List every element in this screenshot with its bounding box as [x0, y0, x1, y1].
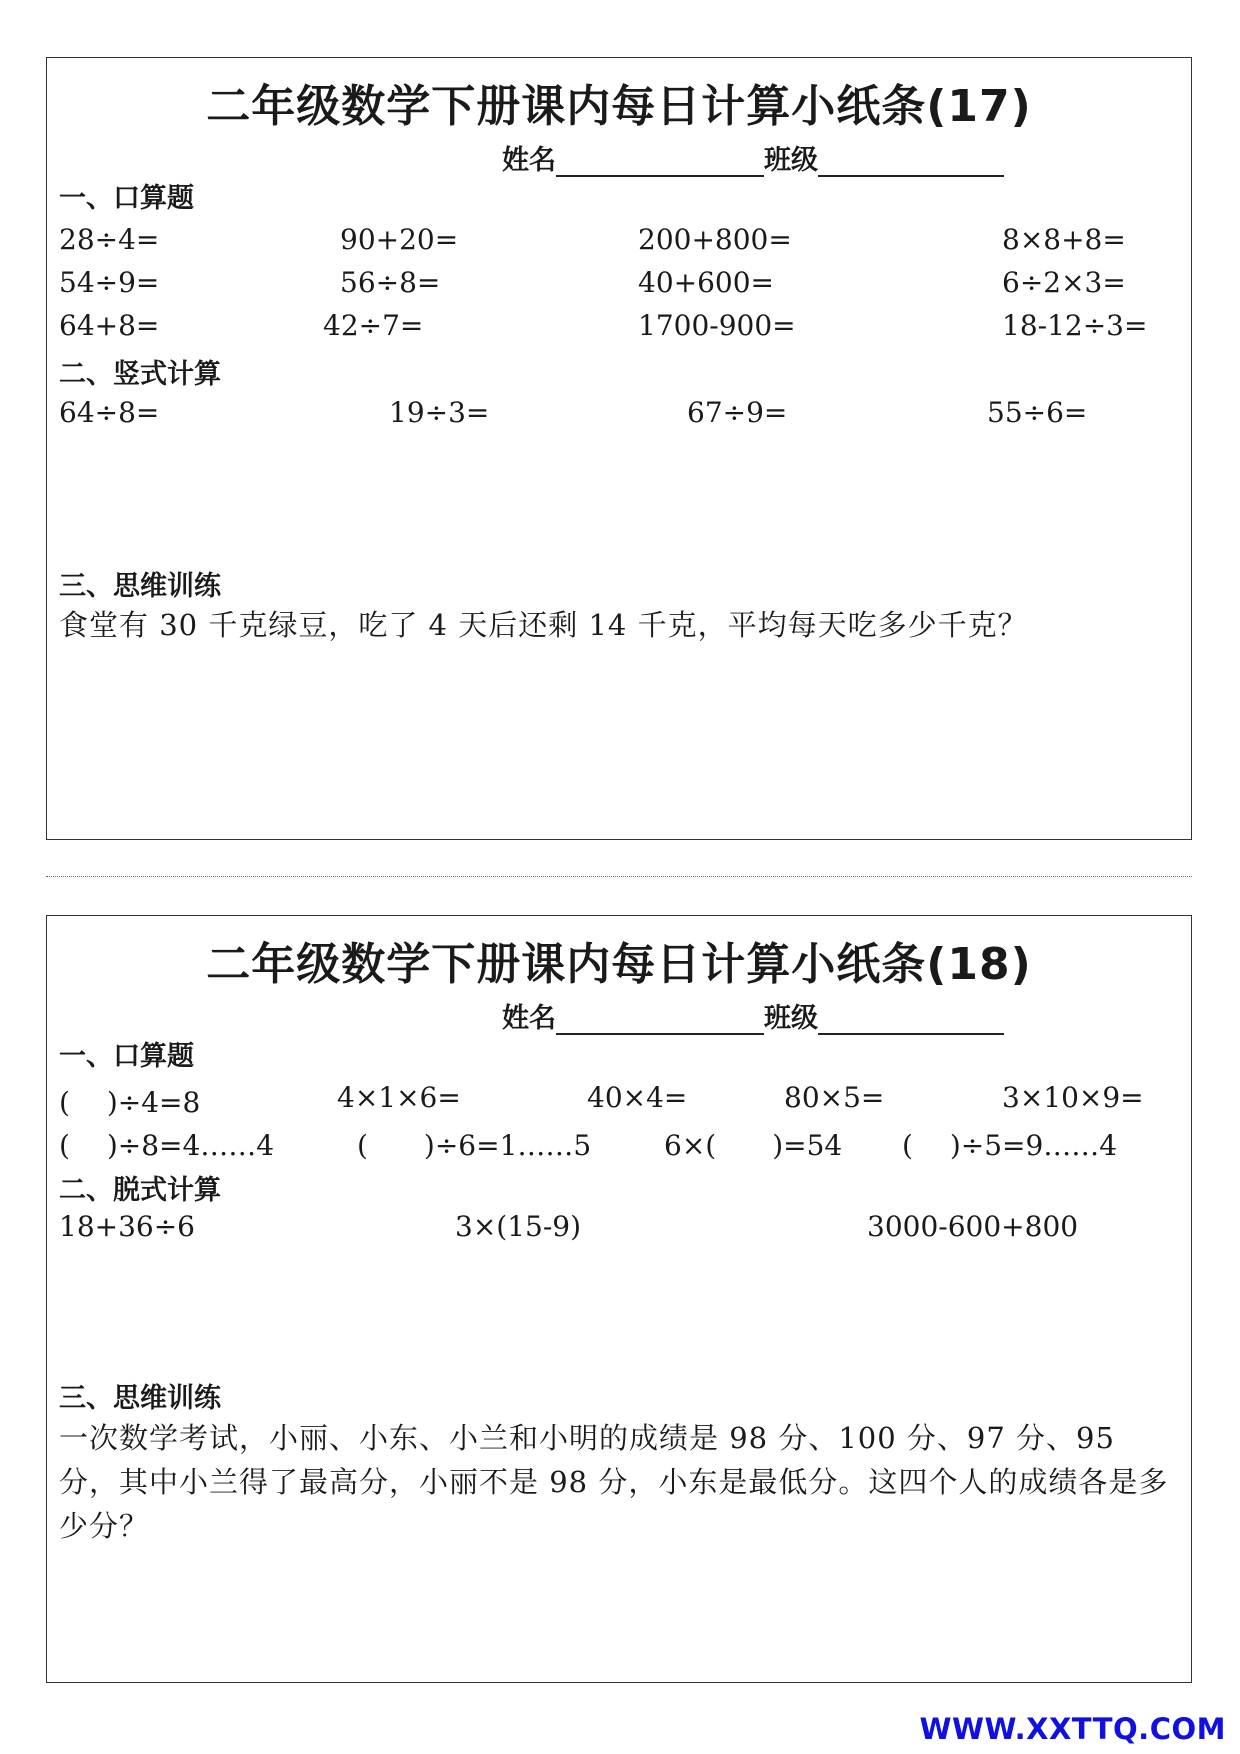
- oral-problem: 90+20=: [340, 223, 459, 256]
- word-problem: 一次数学考试，小丽、小东、小兰和小明的成绩是 98 分、100 分、97 分、95 分，其中小兰得了最高分，小丽不是 98 分，小东是最低分。这四个人的成绩各是多少分？: [59, 1421, 1169, 1543]
- oral-problem: 4×1×6=: [337, 1081, 461, 1114]
- vertical-problem: 19÷3=: [389, 396, 490, 429]
- oral-problem: 80×5=: [784, 1081, 885, 1114]
- site-watermark: WWW.XXTTQ.COM: [919, 1712, 1226, 1746]
- word-problem: 食堂有 30 千克绿豆，吃了 4 天后还剩 14 千克，平均每天吃多少千克？: [59, 608, 1028, 642]
- vertical-problem: 67÷9=: [687, 396, 788, 429]
- name-class-row: [502, 138, 1004, 177]
- oral-problem: ( )÷4=8: [59, 1086, 201, 1119]
- oral-problem: 1700-900=: [638, 309, 796, 342]
- name-label: 姓名: [502, 145, 556, 176]
- oral-problem: 3×10×9=: [1002, 1081, 1144, 1114]
- name-blank[interactable]: [556, 145, 764, 177]
- section-oral-title: 一、口算题: [59, 183, 194, 214]
- class-blank[interactable]: [818, 145, 1004, 177]
- sheet-title: 二年级数学下册课内每日计算小纸条(17): [206, 81, 1032, 132]
- section-oral-title: 一、口算题: [59, 1041, 194, 1072]
- oral-problem: 8×8+8=: [1002, 223, 1126, 256]
- oral-problem: ( )÷5=9……4: [902, 1129, 1118, 1162]
- name-class-row: [502, 996, 1004, 1035]
- stepwise-problem: 3000-600+800: [867, 1210, 1079, 1243]
- cut-line: [46, 876, 1192, 877]
- section-thinking-title: 三、思维训练: [59, 1383, 221, 1414]
- name-blank[interactable]: [556, 1003, 764, 1035]
- stepwise-problem: 18+36÷6: [59, 1210, 195, 1243]
- vertical-problem: 55÷6=: [987, 396, 1088, 429]
- class-label: 班级: [764, 145, 818, 176]
- class-label: 班级: [764, 1003, 818, 1034]
- oral-problem: 56÷8=: [340, 266, 441, 299]
- worksheet-17: [46, 57, 1192, 840]
- name-label: 姓名: [502, 1003, 556, 1034]
- oral-problem: ( )÷8=4……4: [59, 1129, 275, 1162]
- oral-problem: 40+600=: [638, 266, 774, 299]
- sheet-title: 二年级数学下册课内每日计算小纸条(18): [206, 939, 1032, 990]
- worksheet-18: [46, 915, 1192, 1683]
- oral-problem: 40×4=: [587, 1081, 688, 1114]
- oral-problem: 6÷2×3=: [1002, 266, 1126, 299]
- section-stepwise-title: 二、脱式计算: [59, 1175, 221, 1206]
- oral-problem: 64+8=: [59, 309, 160, 342]
- class-blank[interactable]: [818, 1003, 1004, 1035]
- oral-problem: 6×( )=54: [664, 1129, 843, 1162]
- oral-problem: 54÷9=: [59, 266, 160, 299]
- oral-problem: 200+800=: [638, 223, 792, 256]
- oral-problem: 28÷4=: [59, 223, 160, 256]
- oral-problem: 42÷7=: [323, 309, 424, 342]
- stepwise-problem: 3×(15-9): [455, 1210, 582, 1243]
- section-thinking-title: 三、思维训练: [59, 571, 221, 602]
- oral-problem: ( )÷6=1……5: [357, 1129, 592, 1162]
- section-vertical-title: 二、竖式计算: [59, 359, 221, 390]
- vertical-problem: 64÷8=: [59, 396, 160, 429]
- oral-problem: 18-12÷3=: [1002, 309, 1148, 342]
